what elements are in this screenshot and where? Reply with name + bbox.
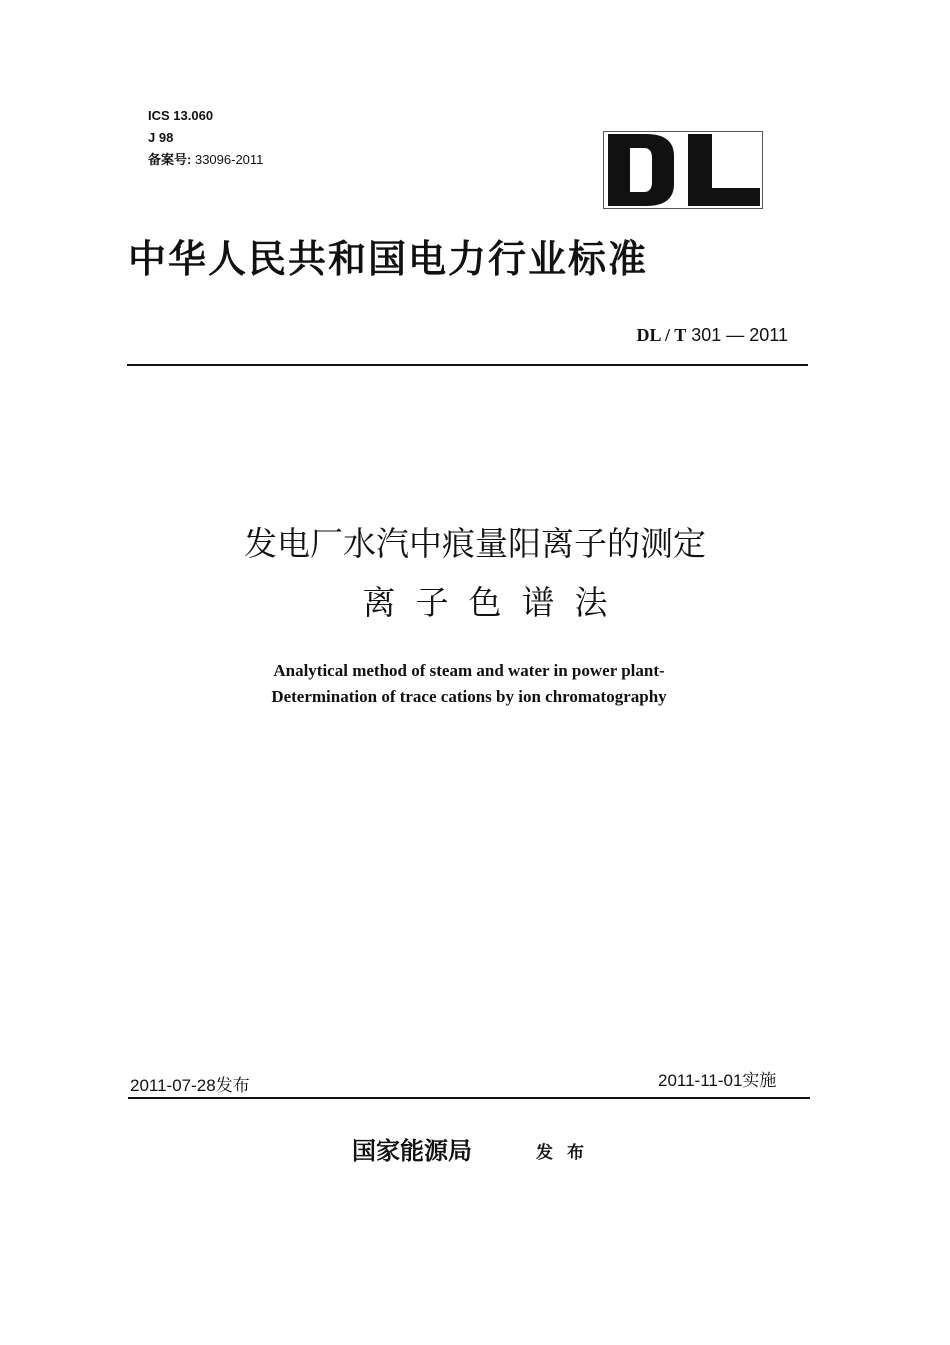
dl-logo	[603, 131, 763, 209]
dl-logo-letter-l	[688, 134, 760, 206]
publisher-name: 国家能源局	[352, 1137, 472, 1165]
implementation-date: 2011-11-01实施	[658, 1071, 777, 1090]
standard-number	[637, 324, 788, 346]
standard-number-prefix: DL / T	[636, 325, 687, 345]
dl-logo-graphic	[604, 132, 762, 208]
industry-standard-heading: 中华人民共和国电力行业标准	[128, 237, 649, 281]
bottom-divider	[128, 1097, 810, 1099]
record-number-label: 备案号:	[148, 152, 192, 167]
top-divider	[127, 364, 808, 366]
publisher-action: 发布	[536, 1143, 598, 1163]
title-zh-line2: 离子色谱法	[362, 583, 628, 622]
standard-number-value: 301 — 2011	[691, 325, 788, 345]
title-zh-line1: 发电厂水汽中痕量阳离子的测定	[244, 524, 706, 563]
ics-code: ICS 13.060	[148, 108, 214, 123]
record-number-value: 33096-2011	[194, 152, 264, 167]
title-en-line1: Analytical method of steam and water in power plant-	[273, 661, 665, 680]
issue-date: 2011-07-28发布	[130, 1076, 250, 1095]
record-number-line	[148, 152, 263, 168]
dl-logo-letter-d	[608, 134, 674, 206]
ccs-code: J 98	[148, 130, 174, 145]
title-en-line2: Determination of trace cations by ion chromatography	[271, 687, 667, 706]
